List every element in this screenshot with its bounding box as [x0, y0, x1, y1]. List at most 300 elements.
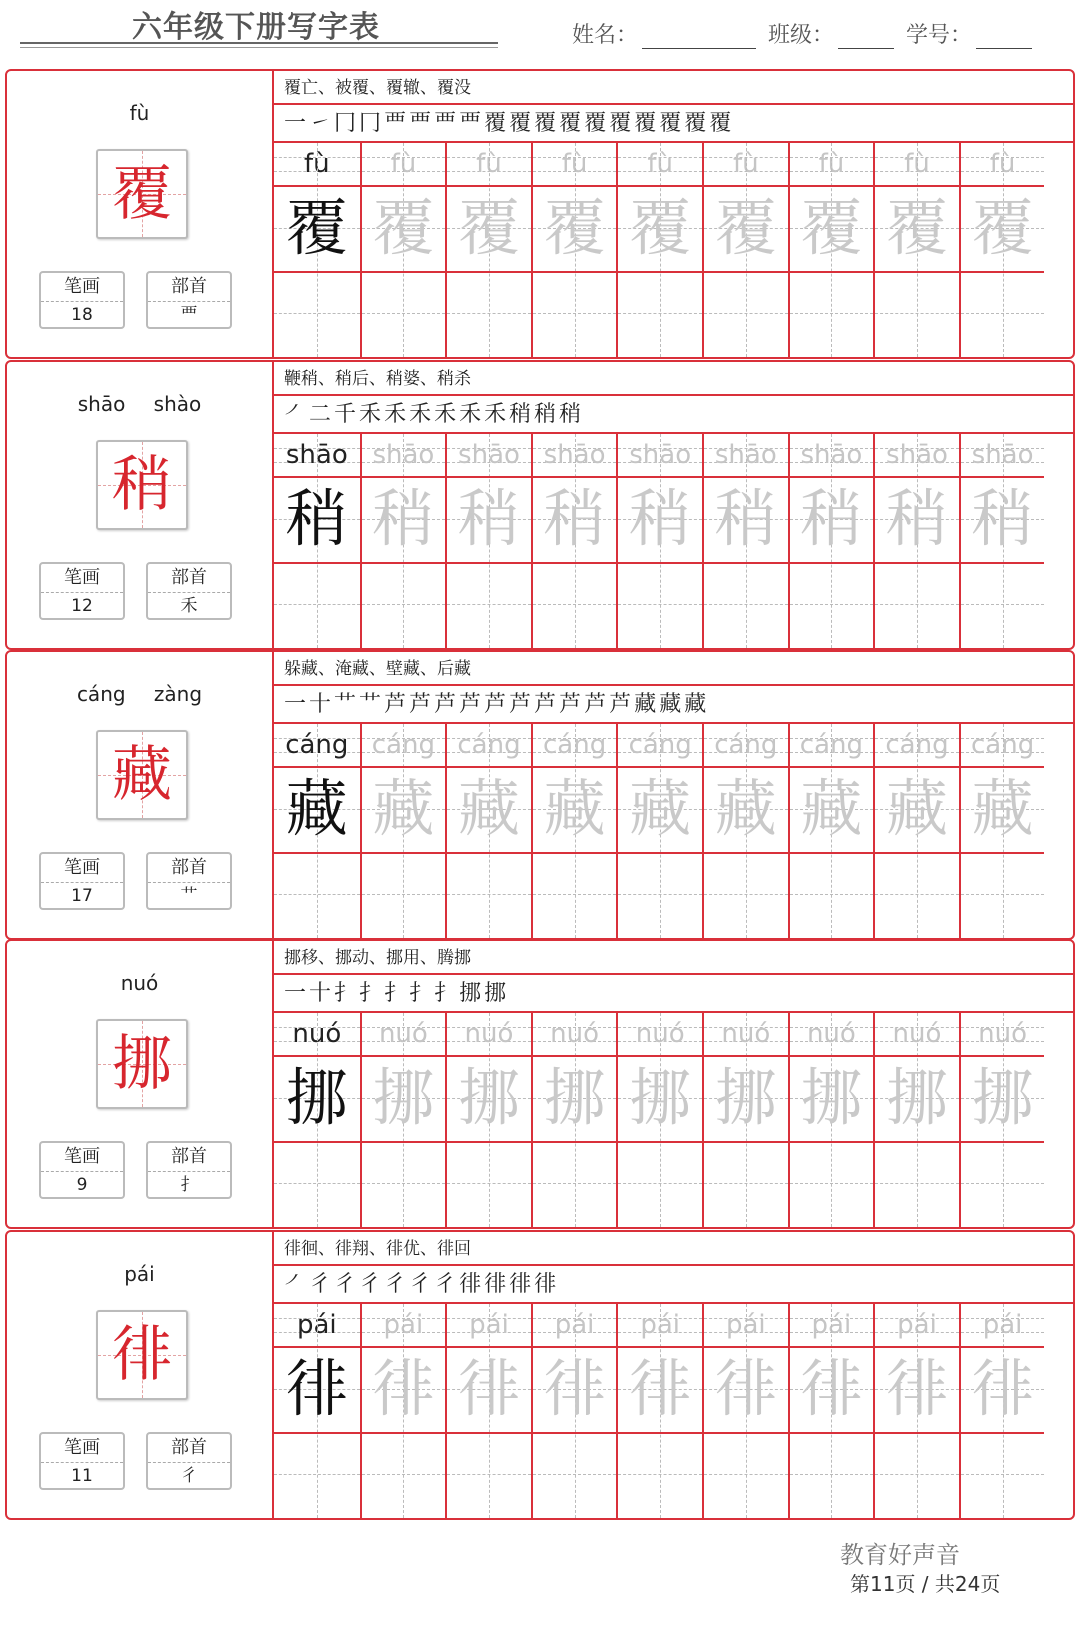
trace-char[interactable]: 覆: [372, 191, 435, 264]
empty-practice-cell[interactable]: [447, 1141, 531, 1227]
empty-practice-cell[interactable]: [274, 562, 360, 648]
title-underline: [20, 42, 498, 44]
practice-column: [360, 724, 446, 938]
practice-pinyin: pái: [383, 1310, 424, 1340]
empty-practice-cell[interactable]: [704, 1141, 788, 1227]
practice-column: [959, 1304, 1045, 1518]
stroke-step: 彳: [434, 1272, 457, 1297]
stroke-step: 十: [309, 692, 332, 717]
practice-pinyin: cáng: [457, 730, 521, 760]
trace-char[interactable]: 徘: [885, 1352, 948, 1425]
char-pinyin: shāo shào: [77, 392, 202, 416]
practice-grid: [274, 434, 1073, 648]
radical-label: 部首: [148, 1434, 230, 1463]
practice-pinyin: nuó: [292, 1019, 342, 1049]
model-char: 挪: [285, 1061, 348, 1134]
practice-pinyin: nuó: [806, 1019, 856, 1049]
char-section: [5, 360, 1075, 650]
row-divider: [790, 1346, 874, 1348]
practice-pinyin: pái: [725, 1310, 766, 1340]
empty-practice-cell[interactable]: [875, 271, 959, 357]
empty-practice-cell[interactable]: [790, 271, 874, 357]
empty-practice-cell[interactable]: [961, 1141, 1045, 1227]
empty-practice-cell[interactable]: [533, 562, 617, 648]
char-display-box: [96, 440, 188, 530]
trace-char[interactable]: 藏: [629, 772, 692, 845]
stroke-step: 冂: [334, 111, 357, 136]
empty-practice-cell[interactable]: [362, 1432, 446, 1518]
practice-column: [445, 1304, 531, 1518]
row-divider: [875, 476, 959, 478]
practice-column: [616, 724, 702, 938]
stroke-count-label: 笔画: [41, 854, 123, 883]
empty-practice-cell[interactable]: [618, 852, 702, 938]
trace-char[interactable]: 覆: [543, 191, 606, 264]
trace-char[interactable]: 藏: [800, 772, 863, 845]
trace-char[interactable]: 稍: [372, 482, 435, 555]
row-divider: [618, 185, 702, 187]
stroke-count-label: 笔画: [41, 273, 123, 302]
row-divider: [875, 1055, 959, 1057]
practice-pinyin: shāo: [971, 440, 1034, 470]
practice-pinyin: nuó: [550, 1019, 600, 1049]
practice-pinyin: fù: [647, 149, 673, 179]
student-id-label: 学号：: [906, 23, 973, 48]
trace-char[interactable]: 覆: [457, 191, 520, 264]
practice-pinyin: nuó: [635, 1019, 685, 1049]
stroke-step: 禾: [359, 402, 382, 427]
empty-practice-cell[interactable]: [533, 852, 617, 938]
radical-box: [146, 562, 232, 620]
trace-char[interactable]: 挪: [543, 1061, 606, 1134]
stroke-step: 彳: [359, 1272, 382, 1297]
char-section: [5, 69, 1075, 359]
stroke-step: 藏: [659, 692, 682, 717]
empty-practice-cell[interactable]: [875, 1141, 959, 1227]
empty-practice-cell[interactable]: [274, 1432, 360, 1518]
empty-practice-cell[interactable]: [533, 1432, 617, 1518]
student-id-blank[interactable]: [976, 24, 1032, 49]
model-char: 覆: [285, 191, 348, 264]
stroke-count-label: 笔画: [41, 1143, 123, 1172]
radical-label: 部首: [148, 1143, 230, 1172]
practice-column: [873, 724, 959, 938]
practice-column: [788, 1013, 874, 1227]
stroke-step: ㇀: [309, 111, 332, 136]
radical-label: 部首: [148, 564, 230, 593]
stroke-step: 覆: [684, 111, 707, 136]
radical-box: [146, 271, 232, 329]
trace-char[interactable]: 藏: [457, 772, 520, 845]
row-divider: [274, 1346, 360, 1348]
practice-pinyin: pái: [897, 1310, 937, 1340]
row-divider: [704, 766, 788, 768]
empty-practice-cell[interactable]: [362, 1141, 446, 1227]
trace-char[interactable]: 挪: [457, 1061, 520, 1134]
page-number: 第11页 / 共24页: [850, 1572, 1001, 1596]
practice-pinyin: fù: [732, 149, 759, 179]
stroke-step: 扌: [384, 981, 407, 1006]
char-display: 徘: [112, 1320, 172, 1390]
empty-practice-cell[interactable]: [618, 1432, 702, 1518]
stroke-order-row: [274, 686, 1073, 724]
char-info-panel: [7, 71, 274, 357]
practice-grid: [274, 143, 1073, 357]
empty-practice-cell[interactable]: [362, 562, 446, 648]
row-divider: [362, 185, 446, 187]
stroke-step: 禾: [484, 402, 507, 427]
trace-char[interactable]: 徘: [629, 1352, 692, 1425]
trace-char[interactable]: 稍: [971, 482, 1034, 555]
practice-pinyin: nuó: [464, 1019, 514, 1049]
stroke-step: 芦: [459, 692, 482, 717]
empty-practice-cell[interactable]: [274, 1141, 360, 1227]
stroke-count-box: [39, 1141, 125, 1199]
row-divider: [447, 1346, 531, 1348]
row-divider: [875, 1346, 959, 1348]
practice-column: [360, 434, 446, 648]
stroke-order-row: [274, 396, 1073, 434]
practice-pinyin: cáng: [885, 730, 949, 760]
model-char: 稍: [285, 482, 348, 555]
trace-char[interactable]: 稍: [800, 482, 863, 555]
stroke-step: 覀: [384, 111, 407, 136]
row-divider: [618, 1055, 702, 1057]
stroke-order-row: [274, 105, 1073, 143]
empty-practice-cell[interactable]: [875, 1432, 959, 1518]
practice-grid: [274, 1304, 1073, 1518]
trace-char[interactable]: 藏: [971, 772, 1034, 845]
char-section: [5, 939, 1075, 1229]
stroke-order-row: [274, 1266, 1073, 1304]
stroke-step: 藏: [634, 692, 657, 717]
empty-practice-cell[interactable]: [362, 852, 446, 938]
stroke-step: 徘: [509, 1272, 532, 1297]
stroke-count-value: 9: [76, 1175, 88, 1195]
class-field[interactable]: [768, 18, 894, 49]
row-divider: [618, 476, 702, 478]
practice-column: [873, 143, 959, 357]
stroke-step: 扌: [434, 981, 457, 1006]
name-label: 姓名：: [572, 23, 639, 48]
practice-column: [788, 434, 874, 648]
radical-value: 扌: [180, 1175, 198, 1195]
practice-pinyin: fù: [303, 149, 330, 179]
char-display: 稍: [112, 450, 172, 520]
page-title: 六年级下册写字表: [132, 10, 380, 45]
empty-practice-cell[interactable]: [618, 1141, 702, 1227]
row-divider: [618, 766, 702, 768]
row-divider: [362, 1055, 446, 1057]
stroke-step: 一: [284, 111, 307, 136]
stroke-step: 藏: [684, 692, 707, 717]
row-divider: [533, 185, 617, 187]
row-divider: [790, 185, 874, 187]
row-divider: [704, 1346, 788, 1348]
row-divider: [704, 1055, 788, 1057]
empty-practice-cell[interactable]: [533, 271, 617, 357]
row-divider: [875, 766, 959, 768]
stroke-count-value: 18: [71, 305, 93, 325]
char-pinyin: cáng zàng: [76, 682, 203, 706]
watermark-text: 教育好声音: [840, 1541, 960, 1569]
practice-column: [616, 143, 702, 357]
stroke-step: 覆: [584, 111, 607, 136]
empty-practice-cell[interactable]: [790, 852, 874, 938]
radical-value: 禾: [180, 596, 198, 616]
row-divider: [533, 1346, 617, 1348]
stroke-step: 扌: [409, 981, 432, 1006]
class-label: 班级：: [768, 23, 835, 48]
practice-column: [274, 1304, 360, 1518]
name-field[interactable]: [572, 18, 756, 49]
trace-char[interactable]: 覆: [800, 191, 863, 264]
example-words: 躲藏、淹藏、壁藏、后藏: [274, 652, 1073, 686]
practice-pinyin: cáng: [285, 730, 349, 760]
trace-char[interactable]: 徘: [543, 1352, 606, 1425]
row-divider: [875, 185, 959, 187]
trace-char[interactable]: 藏: [543, 772, 606, 845]
empty-practice-cell[interactable]: [274, 852, 360, 938]
student-id-field[interactable]: [906, 18, 1032, 49]
practice-pinyin: pái: [640, 1310, 681, 1340]
trace-char[interactable]: 稍: [457, 482, 520, 555]
trace-char[interactable]: 挪: [372, 1061, 435, 1134]
practice-pinyin: nuó: [378, 1019, 428, 1049]
stroke-step: 冂: [359, 111, 382, 136]
trace-char[interactable]: 稍: [714, 482, 777, 555]
stroke-step: 芦: [434, 692, 457, 717]
trace-char[interactable]: 稍: [885, 482, 948, 555]
stroke-step: ㇒: [284, 1272, 307, 1297]
trace-char[interactable]: 覆: [714, 191, 777, 264]
practice-pinyin: nuó: [978, 1019, 1028, 1049]
empty-practice-cell[interactable]: [274, 271, 360, 357]
radical-box: [146, 1141, 232, 1199]
char-section: [5, 650, 1075, 940]
empty-practice-cell[interactable]: [790, 562, 874, 648]
practice-column: [788, 724, 874, 938]
char-info-panel: [7, 1232, 274, 1518]
char-pinyin: fù: [129, 101, 150, 125]
trace-char[interactable]: 覆: [885, 191, 948, 264]
stroke-step: 覆: [709, 111, 732, 136]
stroke-step: 禾: [434, 402, 457, 427]
trace-char[interactable]: 徘: [457, 1352, 520, 1425]
trace-char[interactable]: 挪: [629, 1061, 692, 1134]
practice-pinyin: cáng: [970, 730, 1035, 760]
practice-pinyin: shāo: [886, 440, 948, 470]
empty-practice-cell[interactable]: [447, 852, 531, 938]
stroke-count-label: 笔画: [41, 564, 123, 593]
row-divider: [274, 476, 360, 478]
practice-column: [531, 1013, 617, 1227]
practice-column: [360, 1304, 446, 1518]
practice-column: [274, 1013, 360, 1227]
empty-practice-cell[interactable]: [704, 562, 788, 648]
empty-practice-cell[interactable]: [447, 562, 531, 648]
model-char: 藏: [285, 772, 348, 845]
practice-pinyin: fù: [818, 149, 845, 179]
stroke-step: 芦: [584, 692, 607, 717]
empty-practice-cell[interactable]: [447, 271, 531, 357]
radical-value: 覀: [180, 305, 198, 325]
empty-practice-cell[interactable]: [790, 1141, 874, 1227]
char-info-panel: [7, 652, 274, 938]
practice-pinyin: shāo: [800, 440, 863, 470]
trace-char[interactable]: 挪: [971, 1061, 1034, 1134]
empty-practice-cell[interactable]: [447, 1432, 531, 1518]
stroke-step: 艹: [334, 692, 357, 717]
practice-pinyin: nuó: [892, 1019, 942, 1049]
practice-pinyin: cáng: [542, 730, 607, 760]
trace-char[interactable]: 稍: [629, 482, 692, 555]
trace-char[interactable]: 徘: [372, 1352, 435, 1425]
practice-column: [959, 434, 1045, 648]
stroke-step: ㇒: [284, 402, 307, 427]
stroke-step: 挪: [459, 981, 482, 1006]
empty-practice-cell[interactable]: [961, 562, 1045, 648]
stroke-count-box: [39, 1432, 125, 1490]
practice-column: [445, 1013, 531, 1227]
empty-practice-cell[interactable]: [533, 1141, 617, 1227]
char-section: [5, 1230, 1075, 1520]
empty-practice-cell[interactable]: [618, 271, 702, 357]
row-divider: [447, 1055, 531, 1057]
row-divider: [362, 766, 446, 768]
practice-column: [788, 1304, 874, 1518]
class-blank[interactable]: [838, 24, 894, 49]
trace-char[interactable]: 覆: [971, 191, 1034, 264]
trace-char[interactable]: 藏: [885, 772, 948, 845]
trace-char[interactable]: 挪: [714, 1061, 777, 1134]
stroke-step: 一: [284, 692, 307, 717]
stroke-step: 覆: [659, 111, 682, 136]
stroke-step: 稍: [559, 402, 582, 427]
empty-practice-cell[interactable]: [961, 1432, 1045, 1518]
empty-practice-cell[interactable]: [704, 271, 788, 357]
empty-practice-cell[interactable]: [704, 852, 788, 938]
practice-pinyin: fù: [390, 149, 417, 179]
practice-pinyin: shāo: [458, 440, 520, 470]
empty-practice-cell[interactable]: [875, 852, 959, 938]
practice-pinyin: shāo: [285, 440, 348, 470]
row-divider: [961, 476, 1045, 478]
practice-column: [531, 434, 617, 648]
example-words: 鞭稍、稍后、稍婆、稍杀: [274, 362, 1073, 396]
practice-pinyin: pái: [982, 1310, 1023, 1340]
char-display: 覆: [112, 159, 172, 229]
stroke-step: 彳: [409, 1272, 432, 1297]
stroke-step: 芦: [384, 692, 407, 717]
stroke-step: 芦: [534, 692, 557, 717]
radical-box: [146, 852, 232, 910]
stroke-step: 覀: [434, 111, 457, 136]
practice-pinyin: cáng: [799, 730, 863, 760]
stroke-step: 徘: [459, 1272, 482, 1297]
example-words: 徘徊、徘翔、徘优、徘回: [274, 1232, 1073, 1266]
title-underline-thin: [20, 47, 498, 48]
trace-char[interactable]: 挪: [885, 1061, 948, 1134]
empty-practice-cell[interactable]: [362, 271, 446, 357]
practice-pinyin: shāo: [543, 440, 606, 470]
trace-char[interactable]: 稍: [543, 482, 606, 555]
stroke-step: 徘: [484, 1272, 507, 1297]
practice-column: [616, 434, 702, 648]
practice-grid: [274, 724, 1073, 938]
trace-char[interactable]: 覆: [629, 191, 692, 264]
practice-column: [445, 143, 531, 357]
radical-value: 彳: [180, 1466, 198, 1486]
row-divider: [790, 476, 874, 478]
trace-char[interactable]: 挪: [800, 1061, 863, 1134]
stroke-step: 二: [309, 402, 332, 427]
row-divider: [274, 185, 360, 187]
row-divider: [961, 1055, 1045, 1057]
practice-column: [445, 434, 531, 648]
row-divider: [362, 1346, 446, 1348]
practice-pinyin: nuó: [721, 1019, 771, 1049]
empty-practice-cell[interactable]: [961, 852, 1045, 938]
stroke-step: 禾: [459, 402, 482, 427]
radical-label: 部首: [148, 854, 230, 883]
stroke-step: 挪: [484, 981, 507, 1006]
radical-value: 艹: [180, 886, 198, 906]
stroke-step: 扌: [359, 981, 382, 1006]
char-display-box: [96, 149, 188, 239]
trace-char[interactable]: 徘: [971, 1352, 1034, 1425]
stroke-step: 千: [334, 402, 357, 427]
radical-box: [146, 1432, 232, 1490]
practice-column: [445, 724, 531, 938]
radical-label: 部首: [148, 273, 230, 302]
stroke-step: 禾: [384, 402, 407, 427]
char-display: 挪: [112, 1029, 172, 1099]
stroke-step: 覆: [534, 111, 557, 136]
row-divider: [961, 766, 1045, 768]
stroke-step: 覆: [484, 111, 507, 136]
practice-pinyin: fù: [476, 149, 502, 179]
practice-pinyin: fù: [989, 149, 1016, 179]
empty-practice-cell[interactable]: [790, 1432, 874, 1518]
empty-practice-cell[interactable]: [961, 271, 1045, 357]
practice-pinyin: pái: [296, 1310, 337, 1340]
practice-pinyin: pái: [554, 1310, 595, 1340]
name-blank[interactable]: [642, 24, 756, 49]
stroke-count-value: 17: [71, 886, 93, 906]
practice-pinyin: fù: [904, 149, 930, 179]
stroke-step: 覆: [609, 111, 632, 136]
practice-column: [531, 143, 617, 357]
trace-char[interactable]: 藏: [714, 772, 777, 845]
practice-column: [274, 724, 360, 938]
practice-column: [702, 434, 788, 648]
stroke-step: 彳: [309, 1272, 332, 1297]
empty-practice-cell[interactable]: [618, 562, 702, 648]
trace-char[interactable]: 藏: [372, 772, 435, 845]
empty-practice-cell[interactable]: [704, 1432, 788, 1518]
char-info-panel: [7, 941, 274, 1227]
trace-char[interactable]: 徘: [800, 1352, 863, 1425]
trace-char[interactable]: 徘: [714, 1352, 777, 1425]
practice-column: [702, 1304, 788, 1518]
stroke-step: 徘: [534, 1272, 557, 1297]
row-divider: [447, 766, 531, 768]
empty-practice-cell[interactable]: [875, 562, 959, 648]
row-divider: [362, 476, 446, 478]
stroke-count-box: [39, 562, 125, 620]
stroke-count-value: 11: [71, 1466, 93, 1486]
